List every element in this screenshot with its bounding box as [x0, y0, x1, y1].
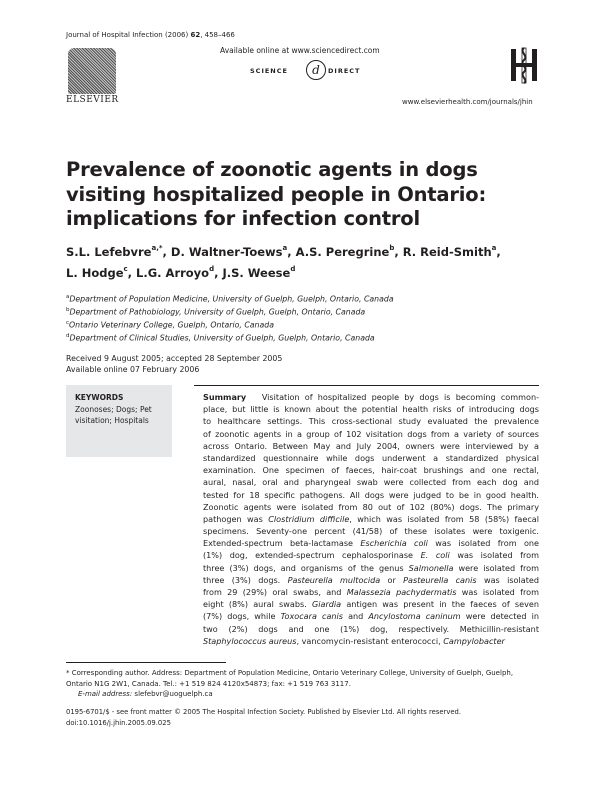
issn-copyright: 0195-6701/$ - see front matter © 2005 The Hospital Infection Society. Published by Elsevier Ltd. All rights reserved.: [66, 708, 462, 716]
online-date: Available online 07 February 2006: [66, 365, 200, 374]
summary-line: Zoonotic agents were isolated from 80 out of 102 (80%) dogs. The primary: [203, 501, 539, 512]
author: J.S. Weese: [222, 266, 291, 281]
summary-line: examination. One specimen of faeces, hair-coat brushings and one rectal,: [203, 465, 539, 476]
keywords-box: [66, 385, 172, 457]
sciencedirect-logo: SCIENCE d DIRECT: [250, 60, 370, 82]
elsevier-tree-icon: [68, 48, 116, 94]
affiliation: $^b$Department of Pathobiology, University of Guelph, Guelph, Ontario, Canada: [66, 307, 366, 317]
summary-line: three (3%) dogs. Pasteurella multocida or Pasteurella canis was isolated: [203, 574, 539, 585]
footnote-rule: [66, 662, 226, 663]
abstract-summary: Summary Visitation of hospitalized people by dogs is becoming common- place, but little is known about the potential health risks of introducing dogs to healthcare settings. This cross-sectional study evaluated the prevalence of zoonotic agents in a group of 102 visitation dogs from a variety of sources across Ontario. Between May and July 2004, owners were interviewed by a standardized questionnaire while dogs underwent a standardized physical examination. One specimen of faeces, hair-coat brushings and one rectal, aural, nasal, oral and pharyngeal swab were collected from each dog and tested for 18 specific pathogens. All dogs were judged to be in good health. Zoonotic agents were isolated from 80 out of 102 (80%) dogs. The primary pathogen was Clostridium difficile, which was isolated from 58 (58%) faecal specimens. Seventy-one percent (41/58) of these isolates were toxigenic. Extended-spectrum beta-lactamase Escherichia coli was isolated from one (1%) dog, extended-spectrum cephalosporinase E. coli was isolated from three (3%) dogs, and organisms of the genus Salmonella were isolated from three (3%) dogs. Pasteurella multocida or Pasteurella canis was isolated from 29 (29%) oral swabs, and Malassezia pachydermatis was isolated from eight (8%) aural swabs. Giardia antigen was present in the faeces of seven (7%) dogs, while Toxocara canis and Ancylostoma caninum were detected in two (2%) dogs and one (1%) dog, respectively. Methicillin-resistant Staphylococcus aureus, vancomycin-resistant enterococci, Campylobacter: [203, 392, 539, 646]
summary-line: aural, nasal, oral and pharyngeal swab were collected from each dog and: [203, 477, 539, 488]
summary-label: Summary: [203, 392, 247, 402]
article-title: Prevalence of zoonotic agents in dogs visiting hospitalized people in Ontario: implications for infection control: [66, 158, 487, 230]
elsevier-wordmark: ELSEVIER: [66, 95, 119, 105]
summary-line: from 29 (29%) oral swabs, and Malassezia pachydermatis was isolated from: [203, 587, 539, 597]
page-footer: [66, 707, 461, 728]
keywords-list: Zoonoses; Dogs; Pet visitation; Hospitals: [75, 405, 152, 425]
summary-top-rule: [194, 385, 539, 386]
journal-url-link[interactable]: www.elsevierhealth.com/journals/jhin: [402, 98, 533, 106]
received-date: Received 9 August 2005; accepted 28 September 2005: [66, 354, 283, 363]
author-list: S.L. Lefebvre$^{a,*}$, D. Waltner-Toews$^a$, A.S. Peregrine$^b$, R. Reid-Smith$^a$, L. Hodge$^c$, L.G. Arroyo$^d$, J.S. Weese$^d$: [66, 244, 501, 281]
email-link[interactable]: slefebvr@uoguelph.ca: [134, 690, 213, 698]
summary-line: two (2%) dogs and one (1%) dog, respectively. Methicillin-resistant: [203, 623, 539, 634]
affiliation: $^d$Department of Clinical Studies, University of Guelph, Guelph, Ontario, Canada: [66, 333, 375, 343]
summary-line: (1%) dog, extended-spectrum cephalosporinase E. coli was isolated from: [203, 550, 539, 561]
corresponding-author: * Corresponding author. Address: Department of Population Medicine, Ontario Veterinary College, University of Guelph, Guelph, Ontario N1G 2W1, Canada. Tel.: +1 519 824 4120x54873; fax: +1 519 763 3117.: [66, 669, 514, 688]
summary-line: standardized questionnaire while dogs underwent a standardized physical: [203, 452, 539, 463]
author: R. Reid-Smith: [402, 244, 492, 259]
email-label: E-mail address:: [78, 690, 133, 698]
summary-line: Extended-spectrum beta-lactamase Escherichia coli was isolated from one: [203, 538, 539, 549]
hospital-infection-society-logo: [509, 46, 539, 84]
affiliations: [66, 292, 394, 344]
author: L.G. Arroyo: [136, 266, 210, 281]
summary-line: specimens. Seventy-one percent (41/58) of these isolates were toxigenic.: [203, 526, 539, 537]
summary-line: (7%) dogs, while Toxocara canis and Ancylostoma caninum were detected in: [203, 611, 539, 622]
affiliation: $^a$Department of Population Medicine, University of Guelph, Guelph, Ontario, Canada: [66, 294, 394, 304]
doi-link[interactable]: doi:10.1016/j.jhin.2005.09.025: [66, 718, 171, 727]
elsevier-logo: [66, 48, 118, 106]
article-dates: [66, 353, 282, 375]
author: L. Hodge: [66, 266, 124, 281]
author: A.S. Peregrine: [295, 244, 390, 259]
summary-line: place, but little is known about the potential health risks of introducing dogs: [203, 404, 539, 415]
journal-reference: Journal of Hospital Infection (2006) 62, 458–466: [66, 31, 235, 39]
sciencedirect-d-icon: d: [306, 60, 326, 80]
summary-line: eight (8%) aural swabs. Giardia antigen was present in the faeces of seven: [203, 599, 539, 610]
keywords-heading: KEYWORDS: [75, 393, 124, 402]
summary-line: Staphylococcus aureus, vancomycin-resistant enterococci, Campylobacter: [203, 635, 505, 646]
summary-line: tested for 18 specific pathogens. All dogs were judged to be in good health.: [203, 489, 539, 500]
author: S.L. Lefebvre: [66, 244, 152, 259]
summary-line: across Ontario. Between May and July 2004, owners were interviewed by a: [203, 440, 539, 451]
affiliation: $^c$Ontario Veterinary College, Guelph, Ontario, Canada: [66, 320, 275, 330]
summary-line: to healthcare settings. This cross-sectional study evaluated the prevalence: [203, 416, 539, 427]
corresponding-author-footnote: [66, 668, 539, 700]
available-online-text: Available online at www.sciencedirect.com: [220, 46, 380, 55]
summary-line: of zoonotic agents in a group of 102 visitation dogs from a variety of sources: [203, 428, 539, 439]
summary-line: three (3%) dogs, and organisms of the genus Salmonella were isolated from: [203, 562, 539, 573]
summary-line: pathogen was Clostridium difficile, which was isolated from 58 (58%) faecal: [203, 513, 539, 524]
author: D. Waltner-Toews: [170, 244, 283, 259]
